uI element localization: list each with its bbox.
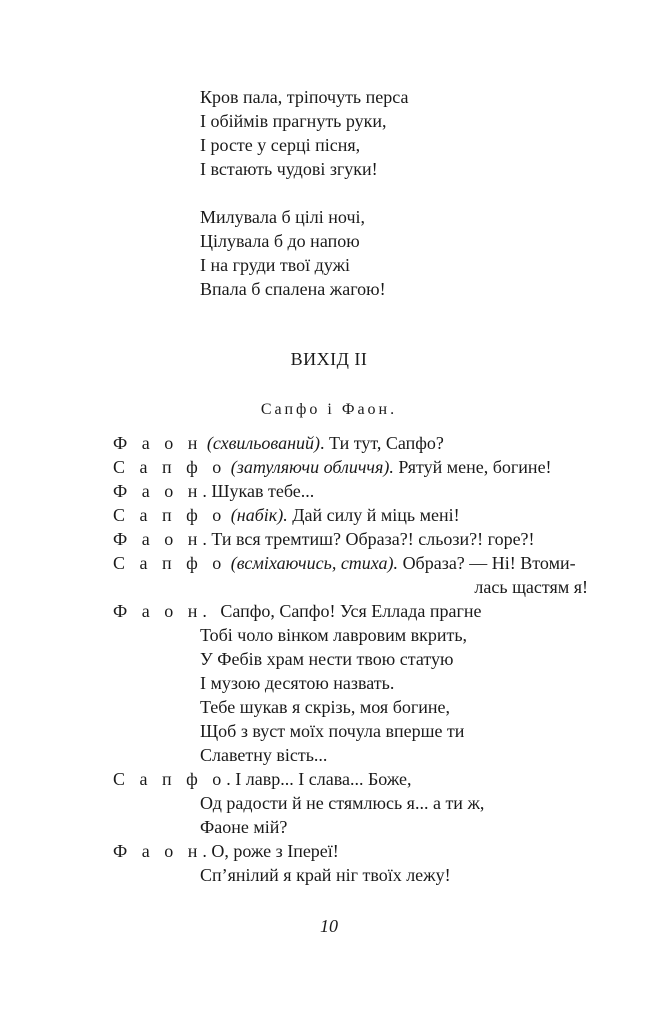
verse-line: І на груди твої дужі [200,255,351,275]
dialogue [113,431,588,887]
dialogue-line [113,503,588,527]
speaker-name: Ф а о н [113,529,203,549]
stage-direction: (затуляючи обличчя). [230,457,394,477]
verse-line: І встають чудові згуки! [200,159,378,179]
dialogue-line [113,839,588,863]
stanza-2 [200,205,386,301]
speaker-name: С а п ф о [113,553,227,573]
verse-continuation: Славетну вість... [200,745,328,765]
stage-direction: (схвильований) [206,433,321,453]
dialogue-line [113,479,588,503]
verse-continuation: У Фебів храм нести твою статую [200,649,454,669]
speaker-name: С а п ф о [113,505,227,525]
dialogue-line [113,551,588,575]
verse-continuation: Од радости й не стямлюсь я... а ти ж, [200,793,485,813]
line-text: . Сапфо, Сапфо! Уся Еллада прагне [202,601,482,621]
dialogue-line [113,455,588,479]
speaker-name: Ф а о н [113,601,203,621]
verse-line: Кров пала, тріпочуть перса [200,87,409,107]
line-text: . І лавр... І слава... Боже, [226,769,412,789]
speaker-name: Ф а о н [113,433,203,453]
verse-continuation: Сп’янілий я край ніг твоїх лежу! [200,865,451,885]
speaker-name: С а п ф о [113,457,227,477]
stanza-1 [200,85,408,181]
stage-direction: (всміхаючись, стиха). [230,553,399,573]
speaker-name: Ф а о н [113,841,203,861]
stage-direction: (набік). [230,505,288,525]
verse-line: Милувала б цілі ночі, [200,207,365,227]
cast-list: Сапфо і Фаон. [260,401,398,418]
line-text: . Шукав тебе... [202,481,315,501]
dialogue-line [113,599,588,623]
line-text: . Ти тут, Сапфо? [320,433,444,453]
speaker-name: Ф а о н [113,481,203,501]
verse-continuation: І музою десятою назвать. [200,673,395,693]
line-text: Образа? — Ні! Втоми- [402,553,576,573]
page-number: 10 [320,916,338,936]
verse-continuation: Тобі чоло вінком лавровим вкрить, [200,625,468,645]
line-text: Рятуй мене, богине! [398,457,552,477]
dialogue-line [113,767,588,791]
scene-title: ВИХІД II [290,349,368,369]
dialogue-line [113,527,588,551]
verse-continuation: Щоб з вуст моїх почула вперше ти [200,721,465,741]
line-text: . Ти вся тремтиш? Образа?! сльози?! горе?! [202,529,535,549]
line-continuation: лась щастям я! [474,577,588,597]
verse-line: Впала б спалена жагою! [200,279,386,299]
verse-continuation: Тебе шукав я скрізь, моя богине, [200,697,450,717]
line-text: . О, роже з Іпереї! [202,841,339,861]
speaker-name: С а п ф о [113,769,227,789]
line-text: Дай силу й міць мені! [292,505,460,525]
dialogue-line [113,431,588,455]
verse-line: Цілувала б до напою [200,231,360,251]
verse-line: І обіймів прагнуть руки, [200,111,387,131]
verse-continuation: Фаоне мій? [200,817,288,837]
verse-line: І росте у серці пісня, [200,135,361,155]
